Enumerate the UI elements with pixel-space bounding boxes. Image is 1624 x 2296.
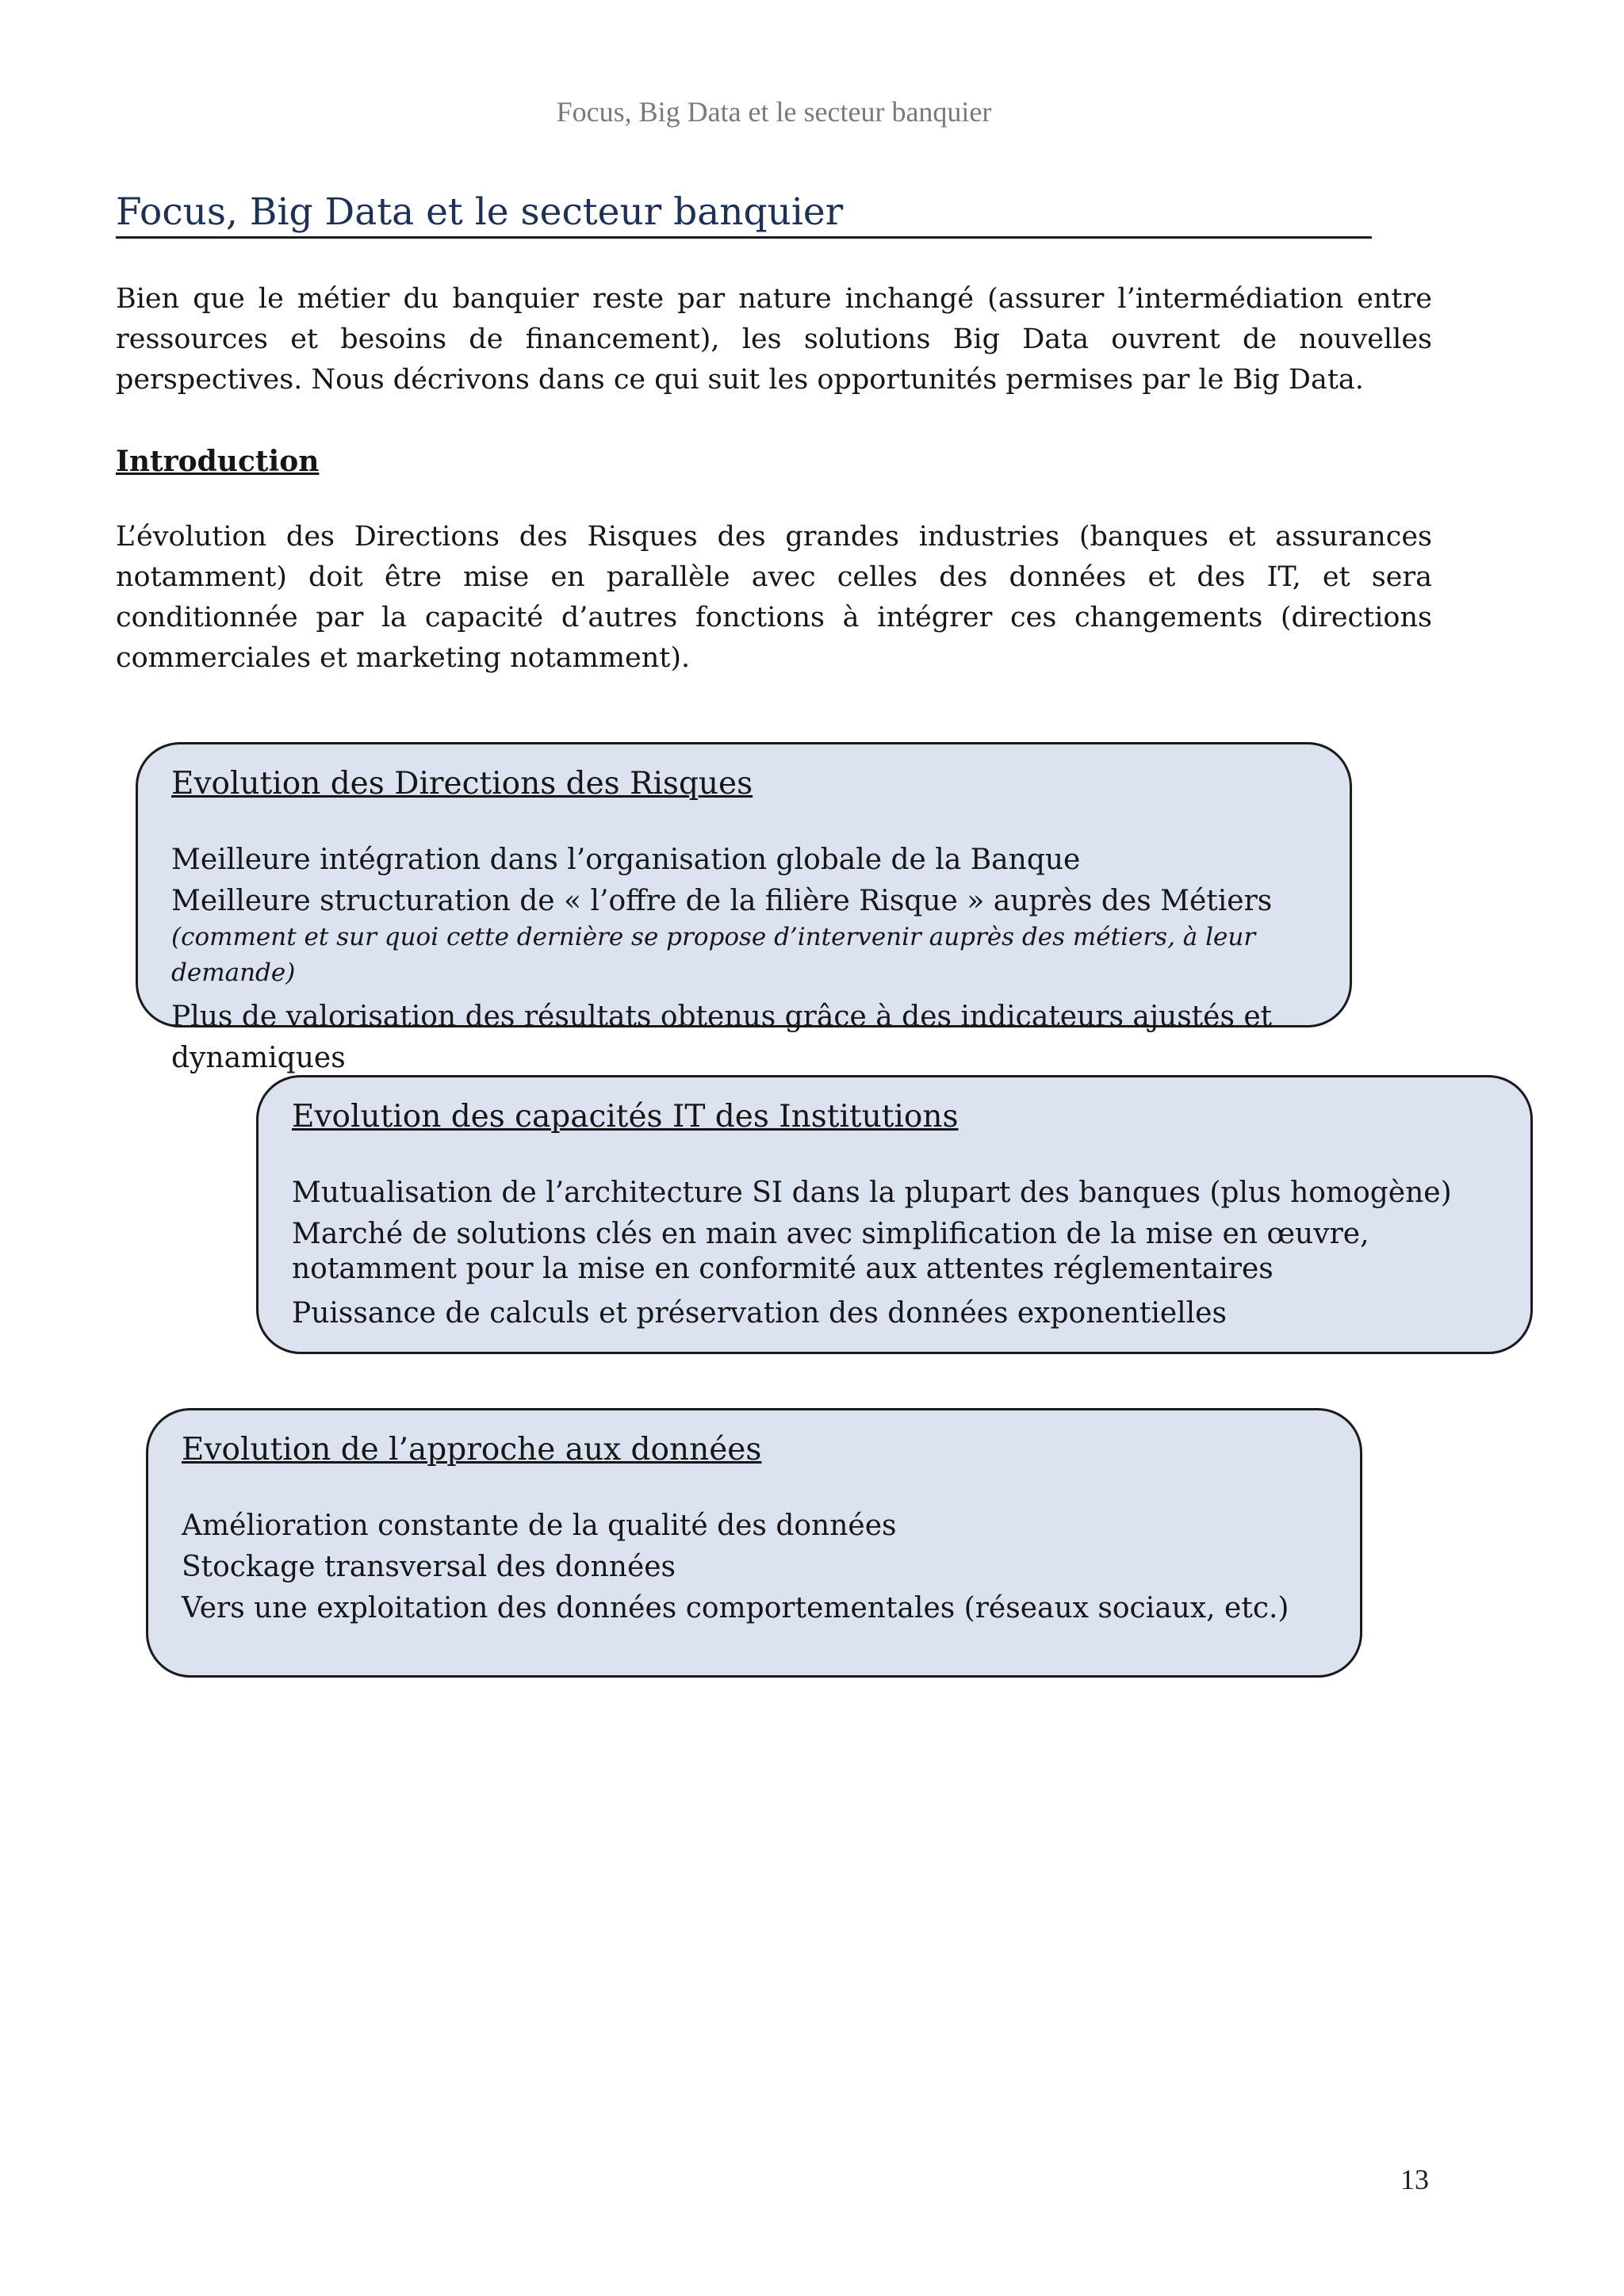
box-item-list [292, 1173, 1503, 1334]
box-item: Stockage transversal des données [182, 1551, 676, 1583]
box-item-list [182, 1506, 1333, 1629]
box-item: Amélioration constante de la qualité des données [182, 1510, 897, 1542]
section-title [116, 189, 1372, 239]
box-item: Plus de valorisation des résultats obtenus grâce à des indicateurs ajustés et dynamiques [171, 1001, 1273, 1074]
it-capacities-box [256, 1075, 1533, 1354]
box-item: Puissance de calculs et préservation des données exponentielles [292, 1297, 1227, 1330]
box-item: Marché de solutions clés en main avec simplification de la mise en œuvre, notamment pour la mise en conformité aux attentes réglementaires [292, 1218, 1369, 1285]
subheading-introduction: Introduction [116, 445, 320, 478]
box-item: Vers une exploitation des données comportementales (réseaux sociaux, etc.) [182, 1592, 1289, 1624]
risk-directions-box [136, 742, 1352, 1074]
intro-paragraph: Bien que le métier du banquier reste par nature inchangé (assurer l’intermédiation entre ressources et besoins de financement), les solutions Big Data ouvrent de nouvelles perspectives. Nous décrivons dans ce qui suit les opportunités permises par le Big Data. [116, 283, 1432, 396]
section-title-text: Focus, Big Data et le secteur banquier [116, 190, 844, 234]
box-item: Mutualisation de l’architecture SI dans la plupart des banques (plus homogène) [292, 1177, 1452, 1209]
running-header: Focus, Big Data et le secteur banquier [556, 96, 992, 128]
box-item [171, 884, 1323, 990]
box-item: Meilleure intégration dans l’organisation globale de la Banque [171, 844, 1081, 876]
data-approach-box [146, 1408, 1362, 1678]
page-number: 13 [1400, 2164, 1429, 2195]
box-item-text: Meilleure structuration de « l’offre de la filière Risque » auprès des Métiers [171, 885, 1273, 917]
body-paragraph: L’évolution des Directions des Risques des grandes industries (banques et assurances notamment) doit être mise en parallèle avec celles des données et des IT, et sera conditionnée par la capacité d’autres fonctions à intégrer ces changements (directions commerciales et marketing notamment). [116, 521, 1432, 674]
box-title: Evolution des capacités IT des Institutions [292, 1099, 959, 1135]
box-title: Evolution de l’approche aux données [182, 1432, 762, 1468]
box-title: Evolution des Directions des Risques [171, 766, 753, 802]
box-item-list [171, 840, 1323, 1079]
box-item-note: (comment et sur quoi cette dernière se propose d’intervenir auprès des métiers, à leur demande) [171, 923, 1256, 987]
